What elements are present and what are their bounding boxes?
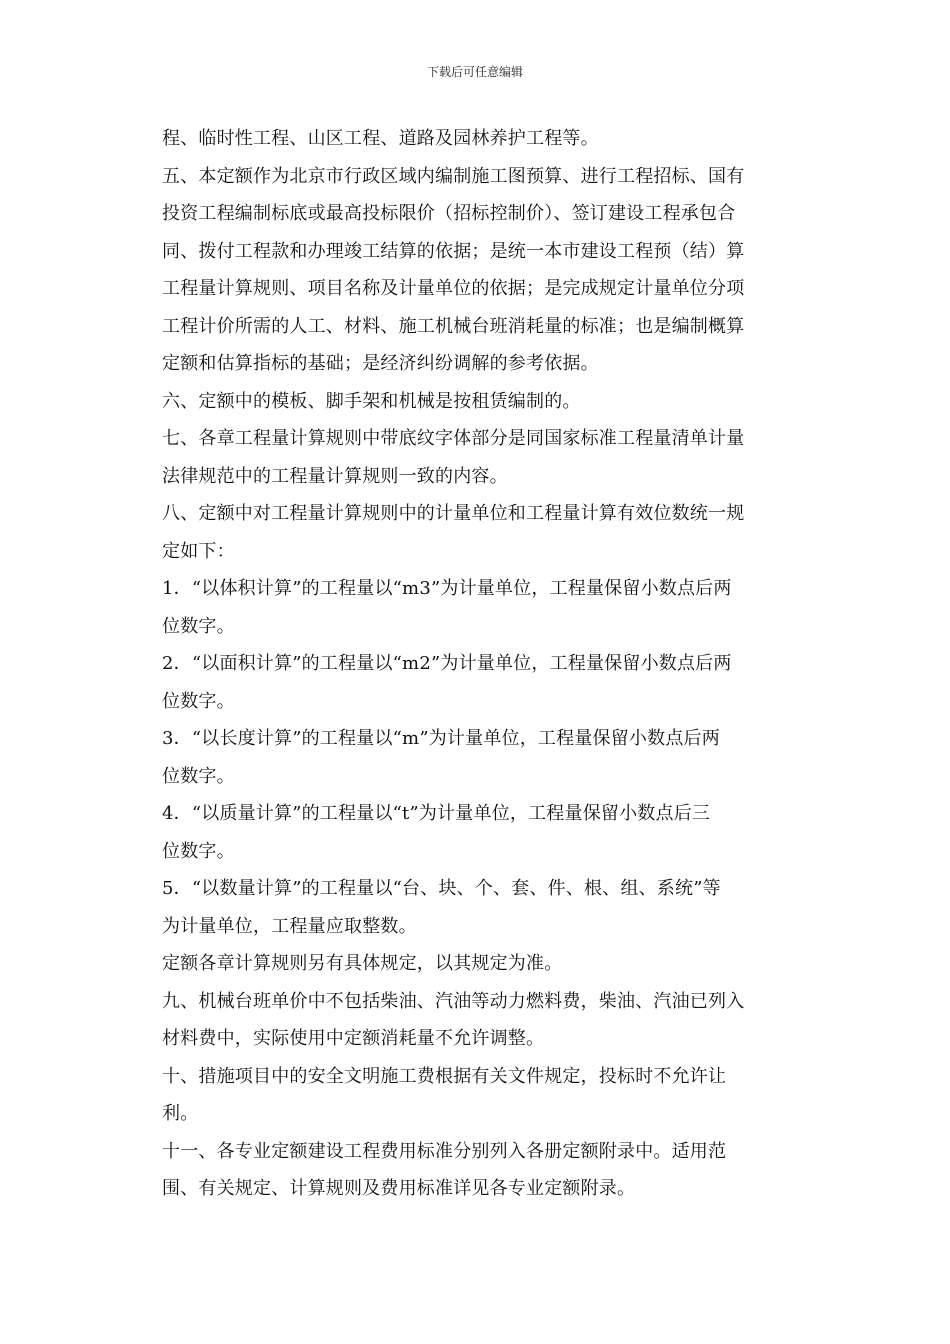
- text-line: 位数字。: [162, 765, 235, 787]
- text-line: 八、定额中对工程量计算规则中的计量单位和工程量计算有效位数统一规: [162, 503, 745, 524]
- text-line: 工程量计算规则、项目名称及计量单位的依据；是完成规定计量单位分项: [162, 278, 745, 299]
- text-line: 位数字。: [162, 840, 235, 862]
- text-line: 五、本定额作为北京市行政区域内编制施工图预算、进行工程招标、国有: [162, 165, 745, 187]
- text-line: 七、各章工程量计算规则中带底纹字体部分是同国家标准工程量清单计量: [162, 428, 745, 449]
- text-line: 5．“以数量计算”的工程量以“台、块、个、套、件、根、组、系统”等: [162, 878, 721, 899]
- text-line: 投资工程编制标底或最高投标限价（招标控制价）、签订建设工程承包合: [162, 203, 736, 224]
- text-line: 工程计价所需的人工、材料、施工机械台班消耗量的标准；也是编制概算: [162, 315, 745, 337]
- text-line: 定额和估算指标的基础；是经济纠纷调解的参考依据。: [162, 353, 599, 374]
- text-line: 六、定额中的模板、脚手架和机械是按租赁编制的。: [162, 390, 581, 412]
- text-line: 九、机械台班单价中不包括柴油、汽油等动力燃料费，柴油、汽油已列入: [162, 990, 745, 1012]
- text-line: 同、拨付工程款和办理竣工结算的依据；是统一本市建设工程预（结）算: [162, 240, 745, 262]
- text-line: 十一、各专业定额建设工程费用标准分别列入各册定额附录中。适用范: [162, 1140, 727, 1162]
- text-line: 法律规范中的工程量计算规则一致的内容。: [162, 465, 508, 487]
- text-line: 定额各章计算规则另有具体规定，以其规定为准。: [162, 953, 563, 974]
- text-line: 十、措施项目中的安全文明施工费根据有关文件规定，投标时不允许让: [162, 1065, 727, 1087]
- text-line: 2．“以面积计算”的工程量以“m2”为计量单位，工程量保留小数点后两: [162, 653, 732, 674]
- text-line: 材料费中，实际使用中定额消耗量不允许调整。: [162, 1028, 545, 1049]
- text-line: 程、临时性工程、山区工程、道路及园林养护工程等。: [162, 128, 599, 149]
- page-header: 下载后可任意编辑: [426, 65, 523, 79]
- text-line: 1．“以体积计算”的工程量以“m3”为计量单位，工程量保留小数点后两: [162, 578, 732, 599]
- document-body: [162, 120, 792, 1208]
- text-line: 为计量单位，工程量应取整数。: [162, 915, 417, 937]
- text-line: 4．“以质量计算”的工程量以“t”为计量单位，工程量保留小数点后三: [162, 803, 711, 824]
- text-line: 定如下：: [162, 540, 235, 562]
- text-line: 位数字。: [162, 615, 235, 637]
- text-line: 3．“以长度计算”的工程量以“m”为计量单位，工程量保留小数点后两: [162, 728, 720, 749]
- text-line: 围、有关规定、计算规则及费用标准详见各专业定额附录。: [162, 1178, 636, 1199]
- text-line: 利。: [162, 1103, 199, 1124]
- text-line: 位数字。: [162, 690, 235, 712]
